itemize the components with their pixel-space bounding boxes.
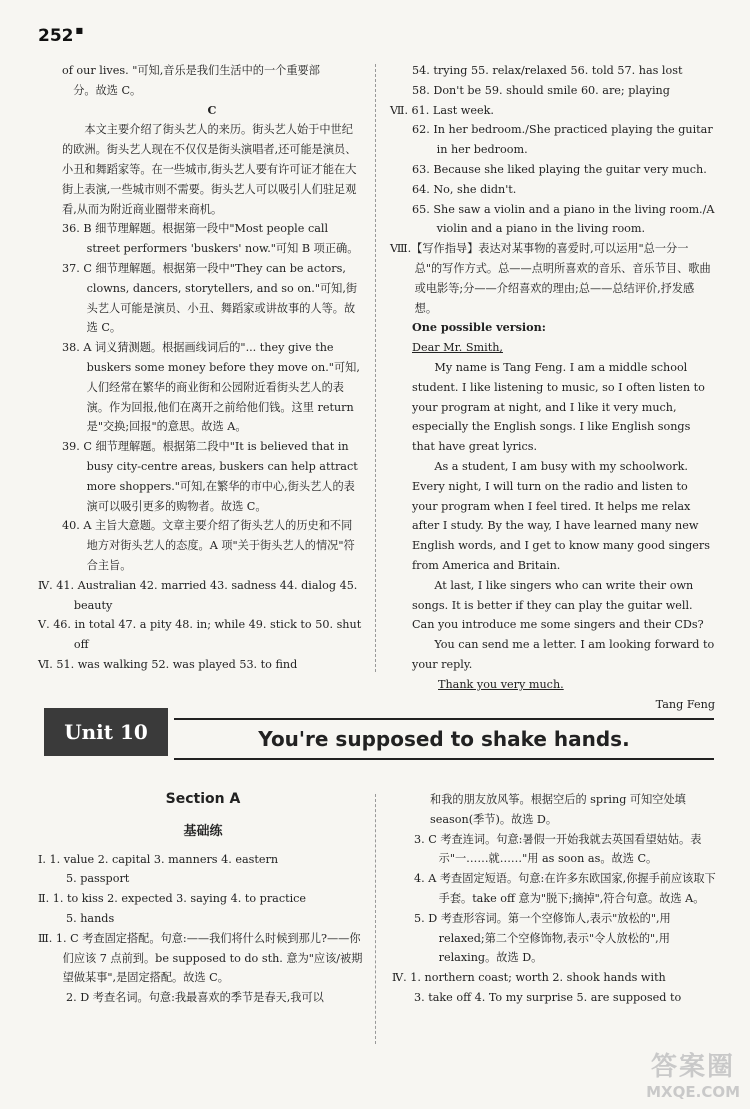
letter-paragraph: As a student, I am busy with my schoolwork. Every night, I will turn on the radio and listen to your program when I feel tired. It helps me relax after I study. By the way, I have learned many new English words, and I get to know many good singers from America and Britain. — [412, 459, 711, 572]
answer-item: 38. A 词义猜测题。根据画线词后的"... they give the buskers some money before they move on."可知,人们经常在繁华的商业街和公园附近看街头艺人的表演。作为回报,他们在离开之前给他们钱。这里 return 是"交换;回报"的意思。故选 A。 — [62, 341, 360, 434]
answer-item: 39. C 细节理解题。根据第二段中"It is believed that in busy city-centre areas, buskers can help attract more shoppers."可知,在繁华的市中心,街头艺人的表演可以吸引更多的购物者。故选 C。 — [62, 440, 358, 513]
text-line: of our lives. "可知,音乐是我们生活中的一个重要部 — [62, 64, 320, 77]
unit-label: Unit 10 — [44, 708, 168, 756]
column-divider-bottom — [375, 794, 376, 1044]
left-column-top — [38, 61, 362, 675]
answer-item: Ⅴ. 46. in total 47. a pity 48. in; while 49. stick to 50. shut off — [38, 618, 362, 652]
answer-item: Ⅰ. 1. value 2. capital 3. manners 4. eastern — [38, 852, 279, 866]
answer-item: 58. Don't be 59. should smile 60. are; playing — [412, 83, 670, 97]
answer-item: Ⅳ. 1. northern coast; worth 2. shook hands with — [392, 971, 666, 985]
section-title: Section A — [165, 791, 241, 807]
right-column-top — [390, 61, 715, 714]
answer-item: 40. A 主旨大意题。文章主要介绍了街头艺人的历史和不同地方对街头艺人的态度。A 项"关于街头艺人的情况"符合主旨。 — [62, 519, 355, 572]
writing-guide: Ⅷ.【写作指导】表达对某事物的喜爱时,可以运用"总一分一总"的写作方式。总——点明所喜欢的音乐、音乐节目、歌曲或电影等;分——介绍喜欢的理由;总——总结评价,抒发感想。 — [390, 242, 711, 315]
answer-item: 54. trying 55. relax/relaxed 56. told 57. has lost — [412, 64, 683, 77]
right-column-bottom — [392, 790, 717, 1008]
subsection-title: 基础练 — [183, 823, 223, 839]
watermark-url: MXQE.COM — [646, 1083, 740, 1101]
passage-label: C — [207, 102, 217, 117]
letter-paragraph: At last, I like singers who can write their own songs. It is better if they can play the guitar well. Can you introduce me some singers and their CDs? — [412, 578, 704, 632]
letter-closing: Thank you very much. — [438, 677, 564, 691]
answer-item: 62. In her bedroom./She practiced playing the guitar in her bedroom. — [412, 123, 713, 157]
page-number: 252 ■ — [38, 26, 84, 46]
left-column-bottom — [38, 790, 368, 1008]
answer-item: 37. C 细节理解题。根据第一段中"They can be actors, clowns, dancers, storytellers, and so on."可知,街头艺人可能是演员、小丑、舞蹈家或讲故事的人等。故选 C。 — [62, 261, 358, 335]
unit-banner — [44, 708, 714, 758]
answer-item: 5. D 考查形容词。第一个空修饰人,表示"放松的",用 relaxed;第二个空修饰物,表示"令人放松的",用 relaxing。故选 D。 — [414, 911, 671, 965]
answer-item: 2. D 考查名词。句意:我最喜欢的季节是春天,我可以 — [66, 991, 324, 1005]
answer-item: 63. Because she liked playing the guitar very much. — [412, 162, 707, 176]
text-line: 分。故选 C。 — [73, 83, 142, 97]
letter-paragraph: You can send me a letter. I am looking forward to your reply. — [412, 638, 715, 671]
unit-title: You're supposed to shake hands. — [174, 718, 714, 760]
site-watermark — [646, 1046, 740, 1101]
answer-item: 3. C 考查连词。句意:暑假一开始我就去英国看望姑姑。表示"一……就……"用 as soon as。故选 C。 — [414, 832, 702, 866]
answer-item: Ⅱ. 1. to kiss 2. expected 3. saying 4. to practice — [38, 892, 307, 906]
answer-item: 65. She saw a violin and a piano in the living room./A violin and a piano in the living room. — [412, 202, 715, 236]
passage-summary: 本文主要介绍了街头艺人的来历。街头艺人始于中世纪的欧洲。街头艺人现在不仅仅是街头演唱者,还可能是演员、小丑和舞蹈家等。在一些城市,街头艺人要有许可证才能在大街上表演,一些城市则不需要。街头艺人可以吸引人们驻足观看,从而为附近商业圈带来商机。 — [62, 123, 357, 216]
letter-signature: Tang Feng — [655, 697, 715, 711]
sample-label: One possible version: — [412, 320, 546, 335]
answer-item: Ⅳ. 41. Australian 42. married 43. sadness 44. dialog 45. beauty — [38, 578, 358, 612]
watermark-logo: 答案圈 — [651, 1052, 736, 1082]
letter-paragraph: My name is Tang Feng. I am a middle school student. I like listening to music, so I often listen to your program at night, and I like it very much, especially the English songs. I like English songs that have great lyrics. — [412, 360, 705, 454]
answer-item: 3. take off 4. To my surprise 5. are supposed to — [414, 990, 682, 1004]
answer-item: Ⅲ. 1. C 考查固定搭配。句意:——我们将什么时候到那儿?——你们应该 7 点前到。be supposed to do sth. 意为"应该/被期望做某事",是固定搭配。故选 C。 — [38, 931, 363, 985]
answer-item: 和我的朋友放风筝。根据空后的 spring 可知空处填 season(季节)。故选 D。 — [430, 793, 686, 826]
answer-item: 5. passport — [66, 872, 130, 886]
answer-item: Ⅵ. 51. was walking 52. was played 53. to find — [38, 657, 298, 671]
answer-item: 5. hands — [66, 911, 115, 925]
answer-item: 4. A 考查固定短语。句意:在许多东欧国家,你握手前应该取下手套。take off 意为"脱下;摘掉",符合句意。故选 A。 — [414, 872, 716, 905]
answer-item: 64. No, she didn't. — [412, 182, 517, 196]
answer-item: Ⅶ. 61. Last week. — [390, 103, 494, 117]
answer-item: 36. B 细节理解题。根据第一段中"Most people call street performers 'buskers' now."可知 B 项正确。 — [62, 222, 359, 256]
letter-greeting: Dear Mr. Smith, — [412, 341, 503, 355]
column-divider-top — [375, 64, 376, 672]
